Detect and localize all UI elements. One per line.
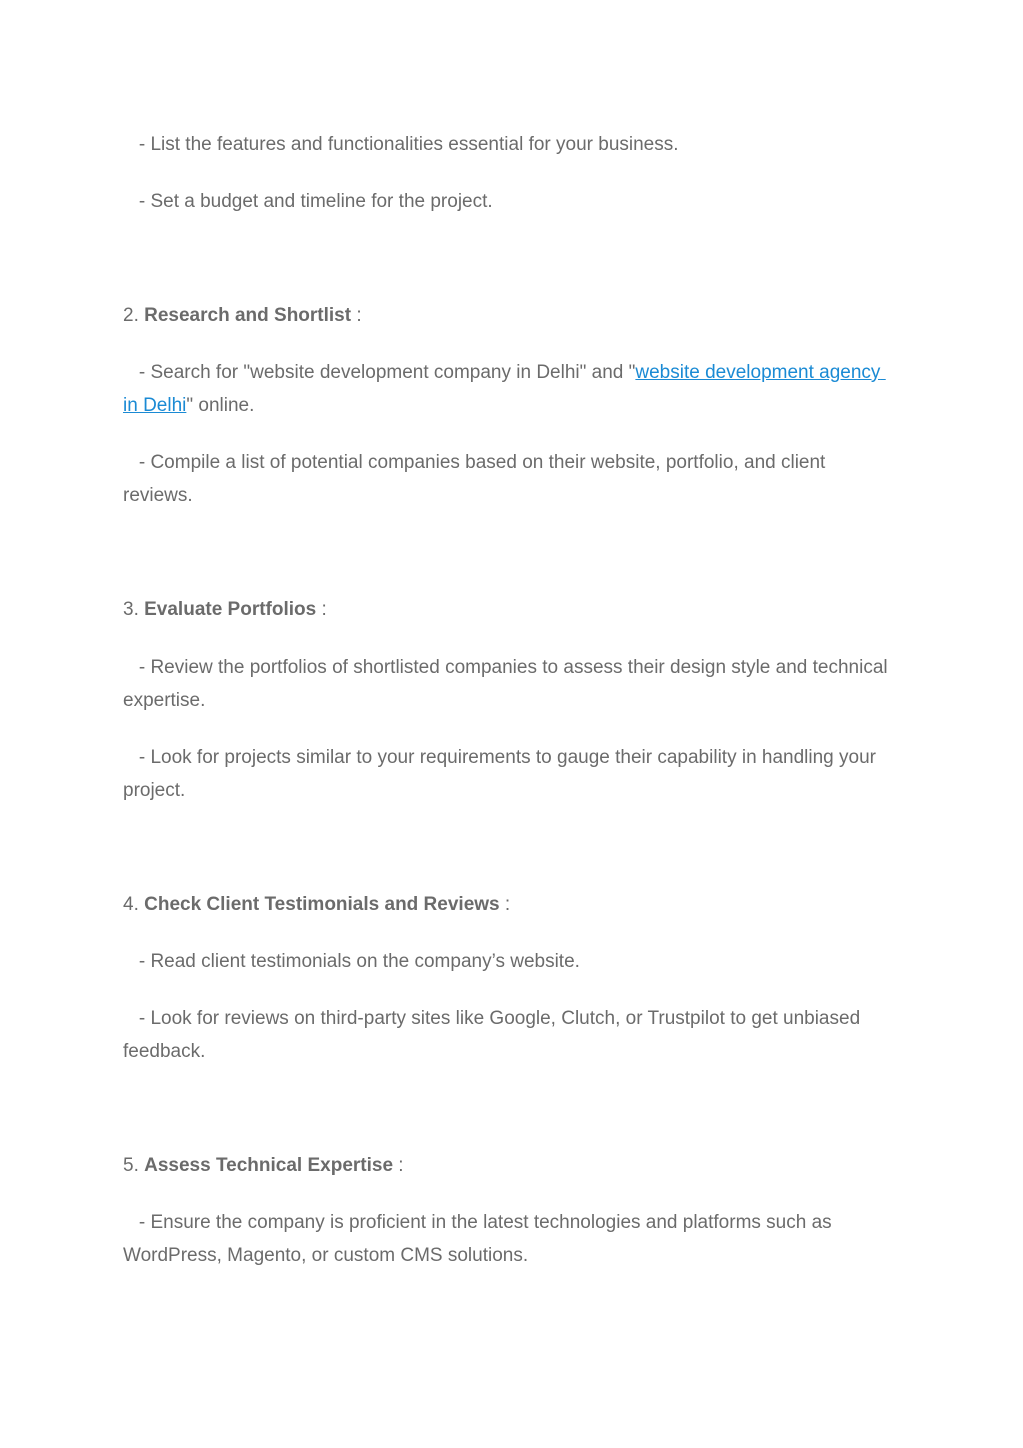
bullet-review: - Review the portfolios of shortlisted companies to assess their design style and technical expertise. (123, 657, 893, 711)
section-number: 2. (123, 305, 145, 326)
section-number: 5. (123, 1155, 145, 1176)
section-heading-portfolios (123, 593, 893, 626)
bullet-compile: - Compile a list of potential companies based on their website, portfolio, and client reviews. (123, 452, 831, 506)
section-heading-research (123, 299, 893, 332)
section-title: Check Client Testimonials and Reviews (144, 894, 500, 915)
section-title: Evaluate Portfolios (144, 599, 317, 620)
bullet-text: - Search for "website development company in Delhi" and " (123, 362, 636, 383)
section-number: 3. (123, 599, 145, 620)
bullet-budget: - Set a budget and timeline for the project. (123, 191, 493, 212)
bullet-read-testimonials: - Read client testimonials on the company’s website. (123, 951, 580, 972)
section-title: Assess Technical Expertise (144, 1155, 394, 1176)
bullet-look-projects: - Look for projects similar to your requirements to gauge their capability in handling your project. (123, 747, 882, 801)
section-suffix: : (393, 1155, 404, 1176)
section-number: 4. (123, 894, 145, 915)
section-suffix: : (316, 599, 327, 620)
agency-link[interactable]: website development agency in Delhi (123, 362, 886, 416)
section-heading-technical (123, 1149, 893, 1182)
bullet-features: - List the features and functionalities essential for your business. (123, 134, 679, 155)
bullet-third-party-reviews: - Look for reviews on third-party sites like Google, Clutch, or Trustpilot to get unbiased feedback. (123, 1008, 866, 1062)
section-title: Research and Shortlist (144, 305, 352, 326)
bullet-proficient: - Ensure the company is proficient in the latest technologies and platforms such as WordPress, Magento, or custom CMS solutions. (123, 1212, 837, 1266)
section-heading-testimonials (123, 888, 893, 921)
bullet-search (123, 356, 893, 422)
section-suffix: : (499, 894, 511, 915)
bullet-text-end: " online. (186, 395, 255, 416)
section-suffix: : (351, 305, 362, 326)
